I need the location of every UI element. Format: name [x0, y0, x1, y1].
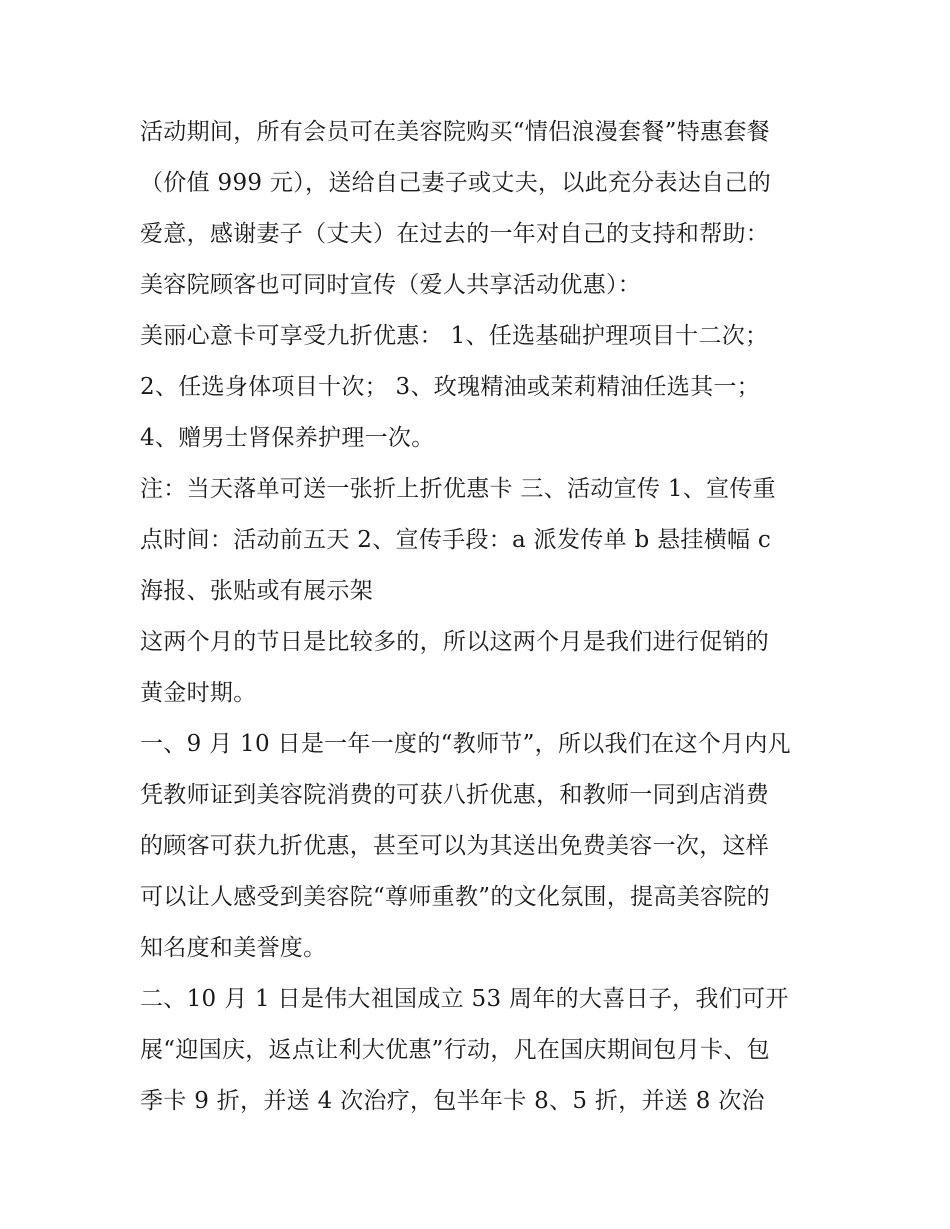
text-line: 爱意，感谢妻子（丈夫）在过去的一年对自己的支持和帮助： [140, 221, 770, 247]
text-line: 可以让人感受到美容院“尊师重教”的文化氛围，提高美容院的 [140, 884, 770, 910]
text-line: 黄金时期。 [140, 680, 257, 706]
text-line: 知名度和美誉度。 [140, 935, 327, 961]
text-line: 这两个月的节日是比较多的，所以这两个月是我们进行促销的 [140, 629, 770, 655]
text-line: （价值 999 元），送给自己妻子或丈夫，以此充分表达自己的 [140, 170, 772, 196]
text-line: 2、任选身体项目十次； 3、玫瑰精油或茉莉精油任选其一； [140, 374, 760, 400]
text-line: 点时间：活动前五天 2、宣传手段：a 派发传单 b 悬挂横幅 c [140, 527, 772, 553]
text-line: 凭教师证到美容院消费的可获八折优惠，和教师一同到店消费 [140, 782, 770, 808]
text-line: 展“迎国庆，返点让利大优惠”行动，凡在国庆期间包月卡、包 [140, 1037, 770, 1063]
text-line: 海报、张贴或有展示架 [140, 578, 373, 604]
text-line: 一、9 月 10 日是一年一度的“教师节”，所以我们在这个月内凡 [140, 731, 791, 757]
text-line: 活动期间，所有会员可在美容院购买“情侣浪漫套餐”特惠套餐 [140, 119, 770, 145]
text-line: 4、赠男士肾保养护理一次。 [140, 425, 435, 451]
text-line: 季卡 9 折，并送 4 次治疗，包半年卡 8、5 折，并送 8 次治 [140, 1088, 765, 1114]
text-line: 美丽心意卡可享受九折优惠： 1、任选基础护理项目十二次； [140, 323, 769, 349]
text-line: 的顾客可获九折优惠，甚至可以为其送出免费美容一次，这样 [140, 833, 770, 859]
text-line: 二、10 月 1 日是伟大祖国成立 53 周年的大喜日子，我们可开 [140, 986, 789, 1012]
document-body [140, 107, 815, 1127]
text-line: 美容院顾客也可同时宣传（爱人共享活动优惠）： [140, 272, 642, 298]
text-line: 注：当天落单可送一张折上折优惠卡 三、活动宣传 1、宣传重 [140, 476, 776, 502]
